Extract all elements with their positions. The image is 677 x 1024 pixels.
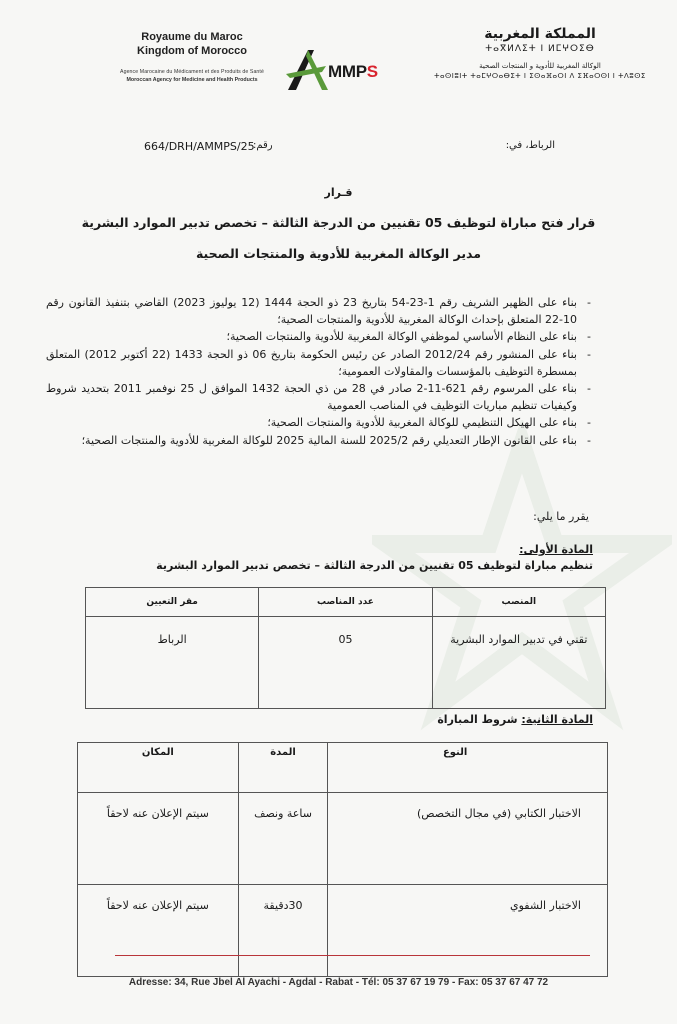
article2-heading-line <box>437 713 593 726</box>
logo-wordmark <box>328 62 378 82</box>
cell-exam-type: الاختبار الشفوي <box>328 885 608 977</box>
header-ar-agency: الوكالة المغربية للأدوية و المنتجات الصحية <box>479 62 601 70</box>
cell-exam-place: سيتم الإعلان عنه لاحقاً <box>78 885 239 977</box>
logo-wordmark-main: MMPS <box>328 62 378 81</box>
decision-heading: قـرار <box>324 186 353 199</box>
cell-exam-place: سيتم الإعلان عنه لاحقاً <box>78 793 239 885</box>
header-en-kingdom: Kingdom of Morocco <box>137 45 247 57</box>
header-left-block <box>92 30 292 84</box>
decision-title: قرار فتح مباراة لتوظيف 05 تقنيين من الدرجة الثالثة – تخصص تدبير الموارد البشرية <box>81 215 596 230</box>
article1-heading: المادة الأولى: <box>519 543 593 556</box>
col-header-type: النوع <box>328 743 608 793</box>
header-right-block <box>425 25 655 81</box>
header-tifinagh-kingdom: ⵜⴰⴳⵍⴷⵉⵜ ⵏ ⵍⵎⵖⵔⵉⴱ <box>485 44 595 54</box>
cell-count: 05 <box>259 617 432 709</box>
list-item: - بناء على المرسوم رقم 621-11-2 صادر في 28 من ذي الحجة 1432 الموافق ل 25 نوفمبر 2011 بتحديد شروط وكيفيات تنظيم مباريات التوظيف في المناصب العمومية <box>46 380 591 414</box>
header-fr-agency: Agence Marocaine du Médicament et des Produits de Santé <box>120 69 264 75</box>
reference-number-label: رقم: <box>253 140 273 151</box>
list-item: - بناء على الهيكل التنظيمي للوكالة المغربية للأدوية والمنتجات الصحية؛ <box>46 414 591 431</box>
decides-label: يقرر ما يلي: <box>533 510 589 523</box>
article1-text: تنظيم مباراة لتوظيف 05 تقنيين من الدرجة الثالثة – تخصص تدبير الموارد البشرية <box>156 559 593 572</box>
cell-position: تقني في تدبير الموارد البشرية <box>432 617 605 709</box>
table-header-row <box>78 743 608 793</box>
list-item: - بناء على النظام الأساسي لموظفي الوكالة المغربية للأدوية والمنتجات الصحية؛ <box>46 328 591 345</box>
exam-conditions-table <box>77 742 608 977</box>
list-item: - بناء على القانون الإطار التعديلي رقم 2025/2 للسنة المالية 2025 للوكالة المغربية للأدوية والمنتجات الصحية؛ <box>46 432 591 449</box>
cell-exam-duration: 30دقيقة <box>238 885 328 977</box>
article2-subject: شروط المباراة <box>437 713 518 726</box>
reference-number: 664/DRH/AMMPS/25 <box>144 140 255 153</box>
footer-address: Adresse: 34, Rue Jbel Al Ayachi - Agdal - Rabat - Tél: 05 37 67 19 79 - Fax: 05 37 67 47 72 <box>128 977 549 988</box>
col-header-place: المكان <box>78 743 239 793</box>
header-tifinagh-agency: ⵜⴰⵙⵏⵓⵏⵜ ⵜⴰⵎⵖⵔⴰⴱⵉⵜ ⵏ ⵉⵙⴰⴼⴰⵔⵏ ⴷ ⵉⴼⴰⵔⵙⵏ ⵏ ⵜⴷⵓⵙⵉ <box>434 72 646 80</box>
cell-exam-type: الاختبار الكتابي (في مجال التخصص) <box>328 793 608 885</box>
col-header-duration: المدة <box>238 743 328 793</box>
cell-location: الرباط <box>86 617 259 709</box>
list-item: - بناء على الظهير الشريف رقم 1-23-54 بتاريخ 23 ذو الحجة 1444 (12 يوليوز 2023) القاضي بتنفيذ القانون رقم 10-22 المتعلق بإحداث الوكالة المغربية للأدوية والمنتجات الصحية؛ <box>46 294 591 328</box>
table-header-row <box>86 588 606 617</box>
article2-heading: المادة الثانية: <box>521 713 593 726</box>
table-row <box>86 617 606 709</box>
col-header-location: مقر التعيين <box>86 588 259 617</box>
table-row <box>78 793 608 885</box>
list-item: - بناء على المنشور رقم 2012/24 الصادر عن رئيس الحكومة بتاريخ 06 ذو الحجة 1433 (22 أكتوبر 2012) المتعلق بمسطرة التوظيف بالمؤسسات والمقاولات العمومية؛ <box>46 346 591 380</box>
col-header-count: عدد المناصب <box>259 588 432 617</box>
footer-divider <box>115 955 590 956</box>
positions-table <box>85 587 606 709</box>
header-en-agency: Moroccan Agency for Medicine and Health Products <box>126 77 258 83</box>
table-row <box>78 885 608 977</box>
col-header-position: المنصب <box>432 588 605 617</box>
decision-issuer: مدير الوكالة المغربية للأدوية والمنتجات الصحية <box>195 246 482 261</box>
header-ar-kingdom: المملكة المغربية <box>484 26 596 42</box>
place-date-label: الرباط، في: <box>505 140 555 151</box>
preamble-list <box>46 294 591 449</box>
header-fr-kingdom: Royaume du Maroc <box>141 31 243 43</box>
cell-exam-duration: ساعة ونصف <box>238 793 328 885</box>
